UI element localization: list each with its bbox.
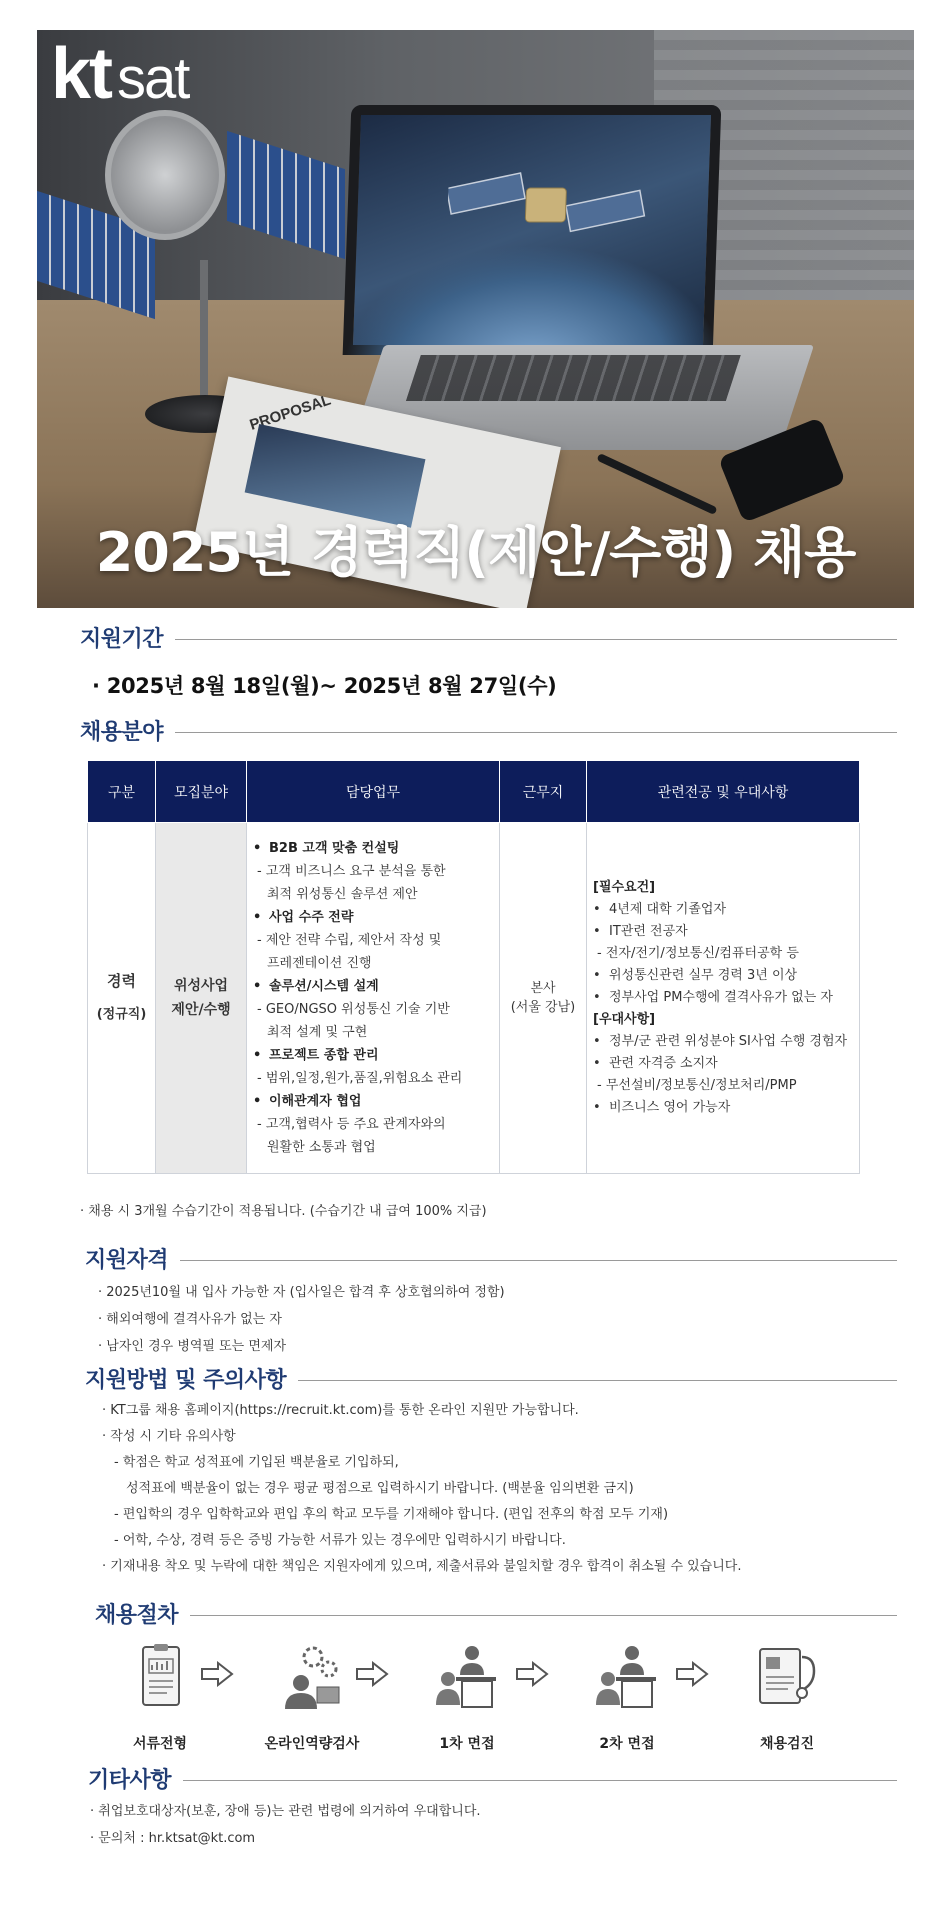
duty-desc: 최적 위성통신 솔루션 제안 bbox=[267, 887, 418, 902]
proposal-label: PROPOSAL bbox=[247, 391, 333, 434]
logo-kt: kt bbox=[51, 34, 112, 114]
hero-banner bbox=[37, 30, 914, 608]
list-item: · 취업보호대상자(보훈, 장애 등)는 관련 법령에 의거하여 우대합니다. bbox=[90, 1804, 481, 1819]
section-heading-fields: 채용분야 bbox=[80, 720, 164, 745]
section-method bbox=[85, 1363, 897, 1394]
duty-title: • 솔루션/시스템 설계 bbox=[253, 979, 379, 994]
process-step bbox=[722, 1643, 852, 1753]
required-item: • 정부사업 PM수행에 결격사유가 없는 자 bbox=[593, 990, 833, 1005]
step-label: 서류전형 bbox=[132, 1736, 188, 1752]
column-header: 관련전공 및 우대사항 bbox=[587, 761, 860, 823]
interview-icon bbox=[592, 1643, 662, 1711]
qualifications-cell bbox=[587, 823, 860, 1174]
table-header-row bbox=[88, 761, 860, 823]
recruitment-table bbox=[87, 760, 860, 1174]
section-divider bbox=[190, 1615, 897, 1616]
method-list bbox=[102, 1398, 742, 1580]
section-process bbox=[95, 1598, 897, 1629]
application-period: · 2025년 8월 18일(월)~ 2025년 8월 27일(수) bbox=[92, 674, 557, 698]
list-item: · KT그룹 채용 홈페이지(https://recruit.kt.com)를 통한 온라인 지원만 가능합니다. bbox=[102, 1403, 579, 1418]
satellite-model-stand bbox=[200, 260, 208, 410]
list-item: · 해외여행에 결격사유가 없는 자 bbox=[98, 1312, 282, 1327]
required-item: • 위성통신관련 실무 경력 3년 이상 bbox=[593, 968, 798, 983]
category-employment: (정규직) bbox=[96, 1007, 147, 1022]
section-qualification bbox=[85, 1243, 897, 1274]
qualification-list bbox=[98, 1279, 505, 1360]
earth-image bbox=[343, 245, 727, 355]
step-label: 2차 면접 bbox=[599, 1736, 655, 1752]
required-item: • 4년제 대학 기졸업자 bbox=[593, 902, 726, 917]
column-header: 담당업무 bbox=[247, 761, 500, 823]
list-item: · 작성 시 기타 유의사항 bbox=[102, 1429, 236, 1444]
probation-note: · 채용 시 3개월 수습기간이 적용됩니다. (수습기간 내 급여 100% 지급) bbox=[80, 1204, 487, 1219]
location-detail: (서울 강남) bbox=[510, 1000, 576, 1015]
column-header: 모집분야 bbox=[156, 761, 247, 823]
arrow-right-icon bbox=[200, 1661, 234, 1687]
process-steps bbox=[95, 1643, 855, 1753]
duty-desc: - 제안 전략 수립, 제안서 작성 및 bbox=[257, 933, 442, 948]
step-label: 1차 면접 bbox=[439, 1736, 495, 1752]
section-heading-qualification: 지원자격 bbox=[85, 1248, 169, 1273]
list-item: · 남자인 경우 병역필 또는 면제자 bbox=[98, 1339, 287, 1354]
arrow-right-icon bbox=[355, 1661, 389, 1687]
duty-desc: - GEO/NGSO 위성통신 기술 기반 bbox=[257, 1002, 450, 1017]
satellite-icon bbox=[447, 170, 649, 240]
list-item: - 어학, 수상, 경력 등은 증빙 가능한 서류가 있는 경우에만 입력하시기 바랍니다. bbox=[114, 1533, 566, 1548]
duty-title: • B2B 고객 맞춤 컨설팅 bbox=[253, 841, 400, 856]
contact-email: · 문의처 : hr.ktsat@kt.com bbox=[90, 1831, 256, 1846]
satellite-dish-model bbox=[105, 110, 225, 240]
section-divider bbox=[180, 1260, 897, 1261]
process-step bbox=[247, 1643, 377, 1753]
field-cell bbox=[156, 823, 247, 1174]
section-divider bbox=[175, 639, 897, 640]
required-heading: [필수요건] bbox=[593, 880, 656, 895]
section-heading-etc: 기타사항 bbox=[88, 1768, 172, 1793]
medical-checkup-icon bbox=[752, 1643, 822, 1711]
field-name: 위성사업 bbox=[173, 978, 229, 994]
list-item: - 학점은 학교 성적표에 기입된 백분율로 기입하되, bbox=[114, 1455, 399, 1470]
section-heading-process: 채용절차 bbox=[95, 1603, 179, 1628]
duty-desc: 원활한 소통과 협업 bbox=[267, 1140, 376, 1155]
section-divider bbox=[175, 732, 897, 733]
list-item: 성적표에 백분율이 없는 경우 평균 평점으로 입력하시기 바랍니다. (백분율 임의변환 금지) bbox=[126, 1481, 634, 1496]
location-cell bbox=[500, 823, 587, 1174]
duty-desc: - 고객,협력사 등 주요 관계자와의 bbox=[257, 1117, 446, 1132]
logo-sat: sat bbox=[117, 46, 189, 111]
preferred-item: • 정부/군 관련 위성분야 SI사업 수행 경험자 bbox=[593, 1034, 848, 1049]
column-header: 근무지 bbox=[500, 761, 587, 823]
interview-icon bbox=[432, 1643, 502, 1711]
duty-desc: - 고객 비즈니스 요구 분석을 통한 bbox=[257, 864, 446, 879]
step-label: 온라인역량검사 bbox=[264, 1736, 360, 1752]
arrow-right-icon bbox=[675, 1661, 709, 1687]
duty-desc: 최적 설계 및 구현 bbox=[267, 1025, 368, 1040]
section-divider bbox=[183, 1780, 897, 1781]
section-heading-period: 지원기간 bbox=[80, 627, 164, 652]
section-etc bbox=[88, 1763, 897, 1794]
laptop-screen bbox=[343, 105, 722, 355]
document-review-icon bbox=[125, 1643, 195, 1711]
kt-sat-logo bbox=[51, 34, 188, 119]
required-subitem: - 전자/전기/정보통신/컴퓨터공학 등 bbox=[597, 946, 799, 961]
preferred-item: • 관련 자격증 소지자 bbox=[593, 1056, 718, 1071]
duty-desc: 프레젠테이션 진행 bbox=[267, 956, 372, 971]
preferred-item: • 비즈니스 영어 가능자 bbox=[593, 1100, 731, 1115]
table-row bbox=[88, 823, 860, 1174]
duties-cell bbox=[247, 823, 500, 1174]
location-name: 본사 bbox=[530, 981, 556, 996]
etc-list bbox=[90, 1798, 481, 1852]
section-fields bbox=[80, 715, 897, 746]
duty-title: • 프로젝트 종합 관리 bbox=[253, 1048, 379, 1063]
category-cell bbox=[88, 823, 156, 1174]
section-heading-method: 지원방법 및 주의사항 bbox=[85, 1368, 287, 1393]
process-step bbox=[95, 1643, 225, 1753]
preferred-subitem: - 무선설비/정보통신/정보처리/PMP bbox=[597, 1078, 797, 1093]
online-test-icon bbox=[277, 1643, 347, 1711]
preferred-heading: [우대사항] bbox=[593, 1012, 656, 1027]
arrow-right-icon bbox=[515, 1661, 549, 1687]
process-step bbox=[562, 1643, 692, 1753]
list-item: · 기재내용 착오 및 누락에 대한 책임은 지원자에게 있으며, 제출서류와 불일치할 경우 합격이 취소될 수 있습니다. bbox=[102, 1559, 742, 1574]
field-role: 제안/수행 bbox=[171, 1002, 231, 1018]
step-label: 채용검진 bbox=[759, 1736, 815, 1752]
section-period bbox=[80, 622, 897, 653]
column-header: 구분 bbox=[88, 761, 156, 823]
duty-title: • 이해관계자 협업 bbox=[253, 1094, 362, 1109]
keyboard-keys bbox=[406, 355, 741, 401]
required-item: • IT관련 전공자 bbox=[593, 924, 688, 939]
duty-title: • 사업 수주 전략 bbox=[253, 910, 354, 925]
hero-title: 2025년 경력직(제안/수행) 채용 bbox=[95, 521, 856, 584]
category-type: 경력 bbox=[107, 972, 136, 990]
process-step bbox=[402, 1643, 532, 1753]
duty-desc: - 범위,일정,원가,품질,위험요소 관리 bbox=[257, 1071, 463, 1086]
list-item: - 편입학의 경우 입학학교와 편입 후의 학교 모두를 기재해야 합니다. (편입 전후의 학점 모두 기재) bbox=[114, 1507, 669, 1522]
list-item: · 2025년10월 내 입사 가능한 자 (입사일은 합격 후 상호협의하여 정함) bbox=[98, 1285, 505, 1300]
section-divider bbox=[298, 1380, 897, 1381]
